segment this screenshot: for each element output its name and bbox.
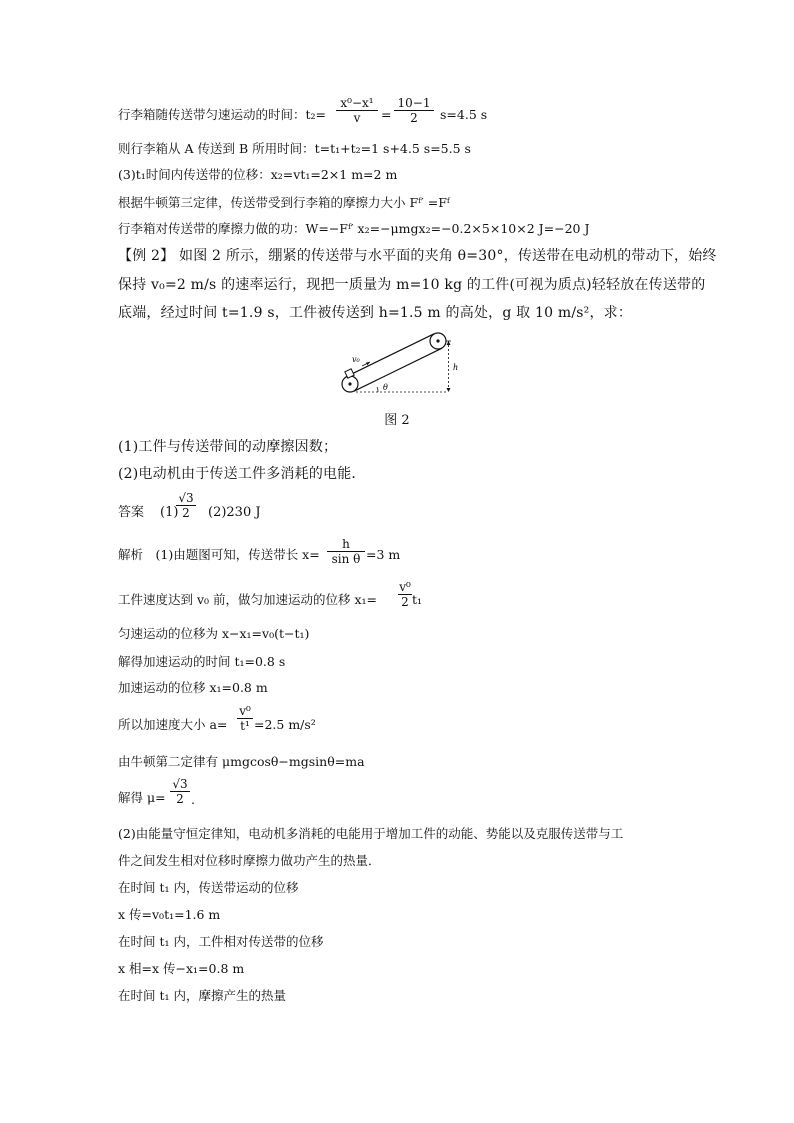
answer-1-prefix: (1)	[160, 505, 179, 520]
figure-caption: 图 2	[384, 413, 410, 428]
conveyor-belt-diagram	[342, 333, 458, 392]
part2-heat-label: 在时间 t₁ 内，摩擦产生的热量	[118, 988, 286, 1003]
equals-sign: =	[381, 107, 392, 122]
solution-acceleration-result: =2.5 m/s²	[254, 717, 316, 732]
fraction-denominator: 2	[176, 505, 196, 520]
solution-accel-time: 解得加速运动的时间 t₁=0.8 s	[118, 654, 286, 669]
example-text-line-1: 【例 2】 如图 2 所示，绷紧的传送带与水平面的夹角 θ=30°，传送带在电动机的带动下，始终	[118, 248, 717, 264]
top-pulley-axle	[436, 339, 439, 342]
fraction-t2-2	[394, 96, 434, 125]
fraction-denominator: 2	[170, 791, 190, 806]
line-newton-third-law: 根据牛顿第三定律，传送带受到行李箱的摩擦力大小 Fᶠ′ =Fᶠ	[118, 195, 450, 210]
part2-belt-displacement-value: x 传=v₀t₁=1.6 m	[118, 907, 221, 922]
question-2: (2)电动机由于传送工件多消耗的电能．	[118, 466, 366, 482]
belt-bottom-edge	[354, 348, 442, 391]
height-label: h	[453, 363, 459, 372]
solution-acceleration-prefix: 所以加速度大小 a=	[118, 717, 228, 732]
line-total-time: 则行李箱从 A 传送到 B 所用时间：t=t₁+t₂=1 s+4.5 s=5.5 s	[118, 141, 471, 156]
height-arrowhead-bottom	[447, 388, 451, 392]
part2-paragraph-line-2: 件之间发生相对位移时摩擦力做功产生的热量．	[118, 853, 381, 868]
velocity-label: v₀	[352, 355, 360, 364]
solution-uniform-displacement: 匀速运动的位移为 x−x₁=v₀(t−t₁)	[118, 626, 310, 641]
part2-relative-displacement-label: 在时间 t₁ 内，工件相对传送带的位移	[118, 934, 324, 949]
angle-arc	[377, 387, 378, 392]
fraction-numerator: v⁰	[399, 580, 411, 594]
solution-mu-period: .	[191, 792, 195, 807]
fraction-numerator: x⁰−x¹	[340, 96, 374, 110]
solution-newton-second-law: 由牛顿第二定律有 μmgcosθ−mgsinθ=ma	[118, 754, 365, 769]
fraction-numerator: √3	[178, 491, 194, 505]
answer-2: (2)230 J	[208, 505, 261, 520]
part2-relative-displacement-value: x 相=x 传−x₁=0.8 m	[118, 961, 245, 976]
line-t2-result: s=4.5 s	[440, 107, 488, 122]
fraction-denominator: 2	[394, 110, 434, 125]
solution-mu-prefix: 解得 μ=	[118, 790, 166, 805]
answer-1-fraction	[176, 491, 196, 520]
fraction-denominator: t¹	[237, 718, 253, 733]
accel-displacement-fraction	[398, 580, 412, 609]
bottom-pulley-axle	[348, 382, 351, 385]
example-text-line-3: 底端，经过时间 t=1.9 s，工件被传送到 h=1.5 m 的高处，g 取 10 m/s²，求：	[118, 305, 633, 321]
conveyor-belt-figure	[330, 328, 470, 400]
part2-belt-displacement-label: 在时间 t₁ 内，传送带运动的位移	[118, 880, 299, 895]
fraction-denominator: sin θ	[327, 551, 365, 566]
fraction-numerator: √3	[172, 777, 188, 791]
acceleration-fraction	[237, 704, 253, 733]
fraction-numerator: 10−1	[397, 96, 431, 110]
solution-belt-length-result: =3 m	[366, 547, 401, 562]
fraction-t2-1	[336, 96, 378, 125]
answer-label: 答案	[118, 505, 145, 520]
example-text-line-2: 保持 v₀=2 m/s 的速率运行，现把一质量为 m=10 kg 的工件(可视为质点)轻轻放在传送带的	[118, 277, 706, 293]
line-t2-prefix: 行李箱随传送带匀速运动的时间：t₂=	[118, 107, 327, 122]
fraction-denominator: 2	[398, 594, 412, 609]
solution-accel-displacement-suffix: t₁	[412, 592, 423, 607]
part2-paragraph-line-1: (2)由能量守恒定律知，电动机多消耗的电能用于增加工件的动能、势能以及克服传送带与工	[118, 826, 624, 841]
solution-accel-displacement-value: 加速运动的位移 x₁=0.8 m	[118, 680, 268, 695]
fraction-numerator: h	[342, 537, 350, 551]
height-arrowhead-top	[447, 341, 451, 345]
fraction-numerator: v⁰	[239, 704, 251, 718]
line-belt-displacement: (3)t₁时间内传送带的位移：x₂=vt₁=2×1 m=2 m	[118, 167, 398, 182]
fraction-denominator: v	[336, 110, 378, 125]
mu-fraction	[170, 777, 190, 806]
belt-length-fraction	[327, 537, 365, 566]
line-friction-work: 行李箱对传送带的摩擦力做的功：W=−Fᶠ′ x₂=−μmgx₂=−0.2×5×10×2 J=−20 J	[118, 221, 590, 236]
angle-label: θ	[383, 383, 388, 392]
solution-belt-length-prefix: 解析 (1)由题图可知，传送带长 x=	[118, 547, 320, 562]
question-1: (1)工件与传送带间的动摩擦因数；	[118, 439, 338, 455]
solution-accel-displacement-prefix: 工件速度达到 v₀ 前，做匀加速运动的位移 x₁=	[118, 592, 378, 607]
